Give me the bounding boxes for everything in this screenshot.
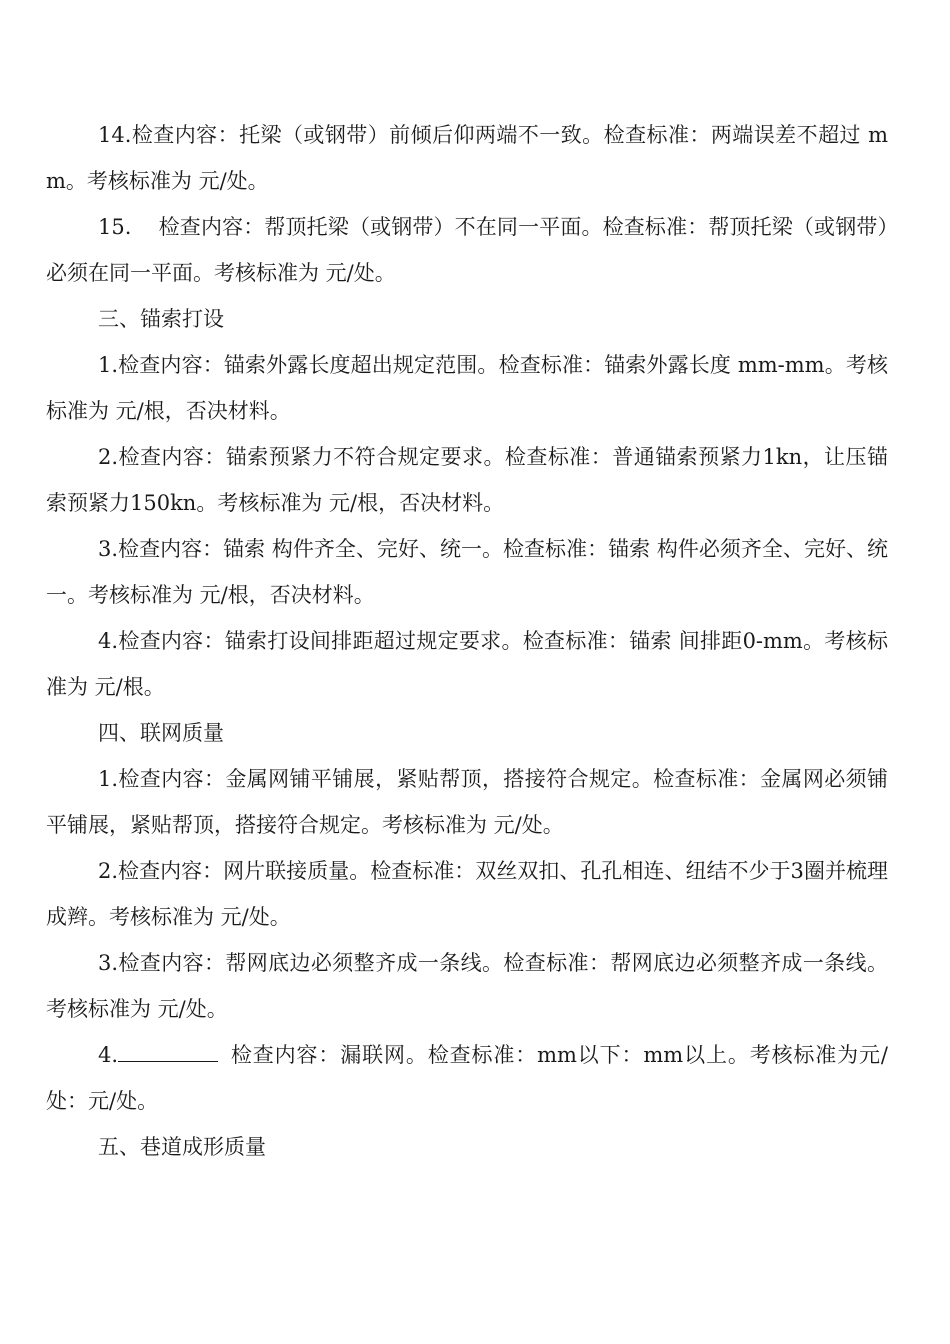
paragraph-item-14: 14.检查内容：托梁（或钢带）前倾后仰两端不一致。检查标准：两端误差不超过 mm。考核标准为 元/处。 — [46, 123, 888, 193]
section-heading-anchor-cable: 三、锚索打设 — [98, 307, 224, 331]
fill-in-blank — [118, 1039, 218, 1062]
paragraph-number: 4. — [98, 1043, 119, 1067]
paragraph-mesh-4 — [46, 1032, 888, 1124]
paragraph-mesh-2: 2.检查内容：网片联接质量。检查标准：双丝双扣、孔孔相连、纽结不少于3圈并梳理成辫。考核标准为 元/处。 — [46, 859, 888, 929]
paragraph-mesh-1: 1.检查内容：金属网铺平铺展，紧贴帮顶，搭接符合规定。检查标准：金属网必须铺平铺展，紧贴帮顶，搭接符合规定。考核标准为 元/处。 — [46, 767, 888, 837]
paragraph-anchor-3: 3.检查内容：锚索 构件齐全、完好、统一。检查标准：锚索 构件必须齐全、完好、统一。考核标准为 元/根，否决材料。 — [46, 537, 888, 607]
paragraph-anchor-4: 4.检查内容：锚索打设间排距超过规定要求。检查标准：锚索 间排距0-mm。考核标准为 元/根。 — [46, 629, 888, 699]
paragraph-mesh-4-text: 检查内容：漏联网。检查标准：mm以下：mm以上。考核标准为元/处：元/处。 — [46, 1043, 888, 1113]
paragraph-item-15: 15. 检查内容：帮顶托梁（或钢带）不在同一平面。检查标准：帮顶托梁（或钢带）必须在同一平面。考核标准为 元/处。 — [46, 215, 888, 285]
paragraph-anchor-2: 2.检查内容：锚索预紧力不符合规定要求。检查标准：普通锚索预紧力1kn，让压锚索预紧力150kn。考核标准为 元/根，否决材料。 — [46, 445, 888, 515]
section-heading-roadway-forming: 五、巷道成形质量 — [98, 1135, 266, 1159]
paragraph-mesh-3: 3.检查内容：帮网底边必须整齐成一条线。检查标准：帮网底边必须整齐成一条线。考核标准为 元/处。 — [46, 951, 888, 1021]
paragraph-anchor-1: 1.检查内容：锚索外露长度超出规定范围。检查标准：锚索外露长度 mm-mm。考核标准为 元/根，否决材料。 — [46, 353, 888, 423]
document-body — [46, 112, 888, 1170]
section-heading-mesh-quality: 四、联网质量 — [98, 721, 224, 745]
